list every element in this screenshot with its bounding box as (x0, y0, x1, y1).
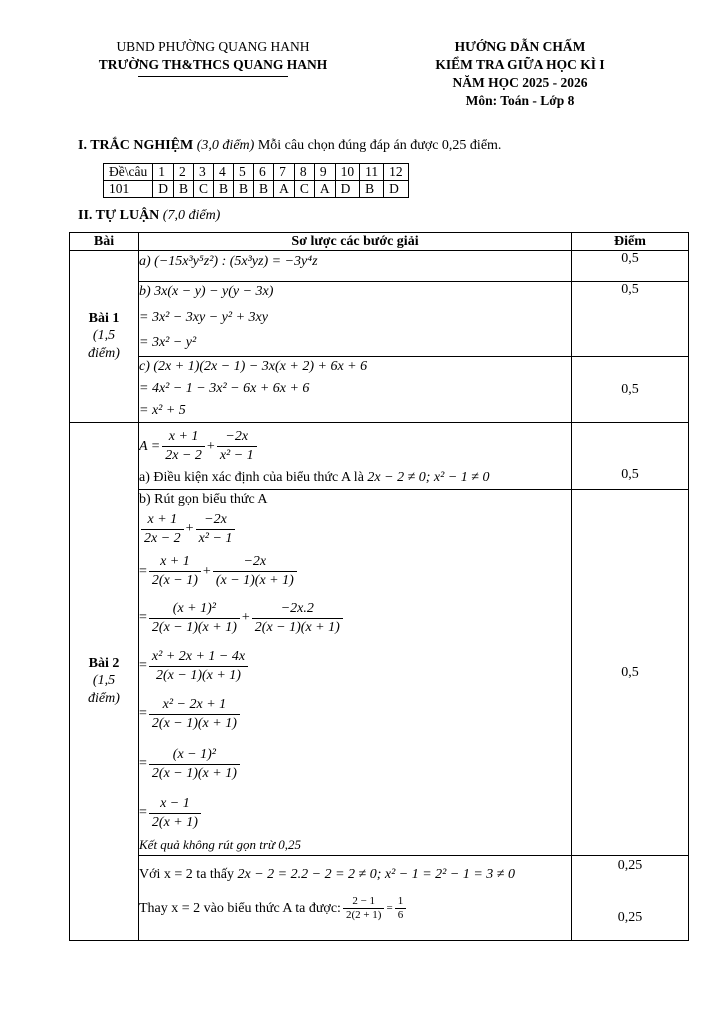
subject: Môn: Toán - Lớp 8 (465, 93, 575, 108)
mc-cell: Đề\câu (104, 164, 153, 181)
section-1-points: (3,0 điểm) (196, 138, 255, 153)
mc-cell: 101 (104, 181, 153, 198)
bai-1c-steps (139, 357, 572, 423)
step-line: b) Rút gọn biểu thức A (139, 492, 268, 507)
mc-cell: 8 (294, 164, 314, 181)
numerator: x + 1 (149, 553, 201, 572)
denominator: 2x − 2 (165, 447, 202, 463)
step-math: 2x − 2 = 2.2 − 2 = 2 ≠ 0; x² − 1 = 2² − 1 = 3 ≠ 0 (237, 867, 515, 882)
score-cell: 0,5 (572, 357, 689, 423)
fraction (149, 553, 201, 590)
section-2-heading (78, 208, 220, 224)
mc-cell: D (153, 181, 174, 198)
step-line: a) (−15x³y⁵z²) : (5x³yz) = −3y⁴z (139, 254, 318, 269)
mc-cell: A (274, 181, 295, 198)
fraction (217, 428, 257, 465)
step-line: A = (139, 438, 161, 454)
denominator: 2(x − 1)(x + 1) (151, 715, 237, 731)
bai-1a-steps (139, 251, 572, 282)
answer-key-table (103, 163, 409, 198)
denominator: (x − 1)(x + 1) (215, 573, 294, 588)
mc-cell: 6 (254, 164, 274, 181)
mc-cell: 10 (335, 164, 360, 181)
numerator: x + 1 (141, 511, 184, 530)
grading-table (69, 232, 689, 941)
score-cell: 0,5 (572, 251, 689, 282)
mc-cell: C (194, 181, 214, 198)
score-cell: 0,5 (572, 282, 689, 357)
numerator: −2x (196, 511, 236, 530)
denominator: 2(x − 1)(x + 1) (156, 667, 241, 683)
mc-cell: 7 (274, 164, 295, 181)
mc-cell: D (335, 181, 360, 198)
score-cell: 0,5 (572, 423, 689, 490)
fraction (149, 696, 240, 733)
department-name: UBND PHƯỜNG QUANG HANH (116, 39, 310, 54)
table-row (70, 856, 689, 941)
header-left (78, 38, 348, 77)
step-row (139, 864, 571, 885)
numerator: (x + 1)² (149, 600, 240, 619)
mc-cell: D (384, 181, 409, 198)
denominator: 2(2 + 1) (345, 909, 382, 921)
section-1-title: I. TRẮC NGHIỆM (78, 138, 194, 153)
fraction (395, 895, 407, 922)
mc-cell: B (254, 181, 274, 198)
denominator: 2(x − 1) (151, 573, 198, 588)
step-line: Thay x = 2 vào biểu thức A ta được: (139, 901, 341, 916)
denominator: 2(x − 1)(x + 1) (151, 619, 237, 635)
section-1-heading (78, 138, 501, 154)
fraction (149, 600, 240, 637)
table-row (70, 490, 689, 856)
numerator: −2x (213, 553, 297, 572)
numerator: x² + 2x + 1 − 4x (149, 648, 248, 667)
denominator: 6 (397, 909, 404, 921)
table-row (70, 357, 689, 423)
step-row: $\frac{x + 1}{2x - 2}$ + $\frac{-2x}{\text{x² − 1}}$ (139, 509, 571, 549)
bai-1b-steps (139, 282, 572, 357)
mc-cell: 11 (360, 164, 384, 181)
numerator: 2 − 1 (343, 895, 385, 909)
section-1-desc: Mỗi câu chọn đúng đáp án được 0,25 điểm. (257, 138, 502, 153)
exam-title: KIỂM TRA GIỮA HỌC KÌ I (435, 57, 605, 72)
step-line: b) 3x(x − y) − y(y − 3x) (139, 284, 274, 299)
step-row: = $\frac{\text{(x + 1)²}}{2(x - 1)(x + 1)}$ + $\frac{-2x.2}{2(x - 1)(x + 1)}$ (139, 594, 571, 642)
step-row: = $\frac{x + 1}{2(x - 1)}$ + $\frac{-2x}{(x - 1)(x + 1)}$ (139, 549, 571, 594)
fraction (252, 600, 343, 637)
grading-header-row (70, 233, 689, 251)
section-2-title: II. TỰ LUẬN (78, 208, 160, 223)
numerator: −2x.2 (252, 600, 343, 619)
bai-1-label (70, 251, 139, 423)
section-2-points: (7,0 điểm) (162, 208, 221, 223)
step-line: Với x = 2 ta thấy (139, 867, 235, 882)
fraction (196, 511, 236, 548)
step-row: = $\frac{x - 1}{2(x + 1)}$ (139, 790, 571, 836)
numerator: x − 1 (149, 795, 201, 814)
denominator: 2(x + 1) (151, 814, 198, 830)
fraction (213, 553, 297, 590)
bai-1-name: Bài 1 (88, 310, 120, 326)
header-underline (138, 76, 288, 77)
score-cell: 0,25 (617, 910, 643, 925)
bai-2-points: (1,5 điểm) (88, 672, 120, 706)
step-row: = $\frac{\text{x² − 2x + 1}}{2(x - 1)(x + 1)}$ (139, 690, 571, 738)
mc-cell: 9 (314, 164, 335, 181)
numerator: x + 1 (162, 428, 205, 447)
fraction (343, 895, 385, 922)
denominator: 2(x − 1)(x + 1) (254, 619, 340, 635)
col-header-score: Điểm (572, 233, 689, 251)
score-cell: 0,5 (572, 490, 689, 856)
step-line: c) (2x + 1)(2x − 1) − 3x(x + 2) + 6x + 6 (139, 359, 368, 374)
header-right (395, 38, 645, 110)
mc-cell: 4 (214, 164, 234, 181)
fraction (149, 795, 201, 832)
mc-cell: 12 (384, 164, 409, 181)
answer-key-header-row (104, 164, 409, 181)
denominator: x² − 1 (219, 447, 254, 463)
step-line: = 3x² − y² (139, 335, 197, 350)
denominator: x² − 1 (198, 530, 233, 546)
mc-cell: B (214, 181, 234, 198)
expression-A: A = $\frac{x + 1}{2x - 2}$ + $\frac{-2x}{\text{x² − 1}}$ (139, 427, 571, 465)
mc-cell: B (234, 181, 254, 198)
numerator: (x − 1)² (149, 746, 240, 765)
table-row (70, 251, 689, 282)
answer-key-row (104, 181, 409, 198)
school-name: TRƯỜNG TH&THCS QUANG HANH (98, 57, 328, 72)
fraction (149, 746, 240, 783)
score-cell: 0,25 (617, 858, 643, 873)
bai-2a-steps (139, 423, 572, 490)
doc-title: HƯỚNG DẪN CHẤM (454, 39, 586, 54)
numerator: −2x (217, 428, 257, 447)
col-header-steps: Sơ lược các bước giải (139, 233, 572, 251)
condition-math: 2x − 2 ≠ 0; x² − 1 ≠ 0 (367, 470, 490, 485)
step-line: = x² + 5 (139, 403, 186, 418)
condition-line (139, 467, 571, 488)
fraction (162, 428, 205, 465)
score-cell-pair (572, 856, 689, 941)
numerator: 1 (395, 895, 407, 909)
mc-cell: 2 (173, 164, 193, 181)
step-row: Thay x = 2 vào biểu thức A ta được: $\frac{2 - 1}{2(2 + 1)}$ = $\frac{1}{6}$ (139, 895, 571, 922)
mc-cell: 1 (153, 164, 174, 181)
mc-cell: 5 (234, 164, 254, 181)
denominator: 2x − 2 (144, 530, 181, 546)
step-row: = $\frac{\text{x² + 2x + 1 − 4x}}{2(x - 1)(x + 1)}$ (139, 642, 571, 690)
mc-cell: C (294, 181, 314, 198)
mc-cell: 3 (194, 164, 214, 181)
step-line: = 4x² − 1 − 3x² − 6x + 6x + 6 (139, 381, 310, 396)
step-line: a) Điều kiện xác định của biểu thức A là (139, 470, 364, 485)
step-row: = $\frac{\text{(x − 1)²}}{2(x - 1)(x + 1)}$ (139, 738, 571, 790)
numerator: x² − 2x + 1 (149, 696, 240, 715)
school-year: NĂM HỌC 2025 - 2026 (452, 75, 588, 90)
table-row (70, 282, 689, 357)
step-line: = 3x² − 3xy − y² + 3xy (139, 310, 268, 325)
mc-cell: B (173, 181, 193, 198)
col-header-bai: Bài (70, 233, 139, 251)
bai-2b-steps (139, 490, 572, 856)
denominator: 2(x − 1)(x + 1) (151, 765, 237, 781)
grading-note: Kết quả không rút gọn trừ 0,25 (139, 837, 302, 852)
fraction (149, 648, 248, 685)
bai-2-name: Bài 2 (88, 655, 120, 671)
mc-cell: A (314, 181, 335, 198)
bai-2c-steps (139, 856, 572, 941)
fraction (141, 511, 184, 548)
table-row (70, 423, 689, 490)
bai-2-label (70, 423, 139, 941)
bai-1-points: (1,5 điểm) (88, 327, 120, 361)
mc-cell: B (360, 181, 384, 198)
